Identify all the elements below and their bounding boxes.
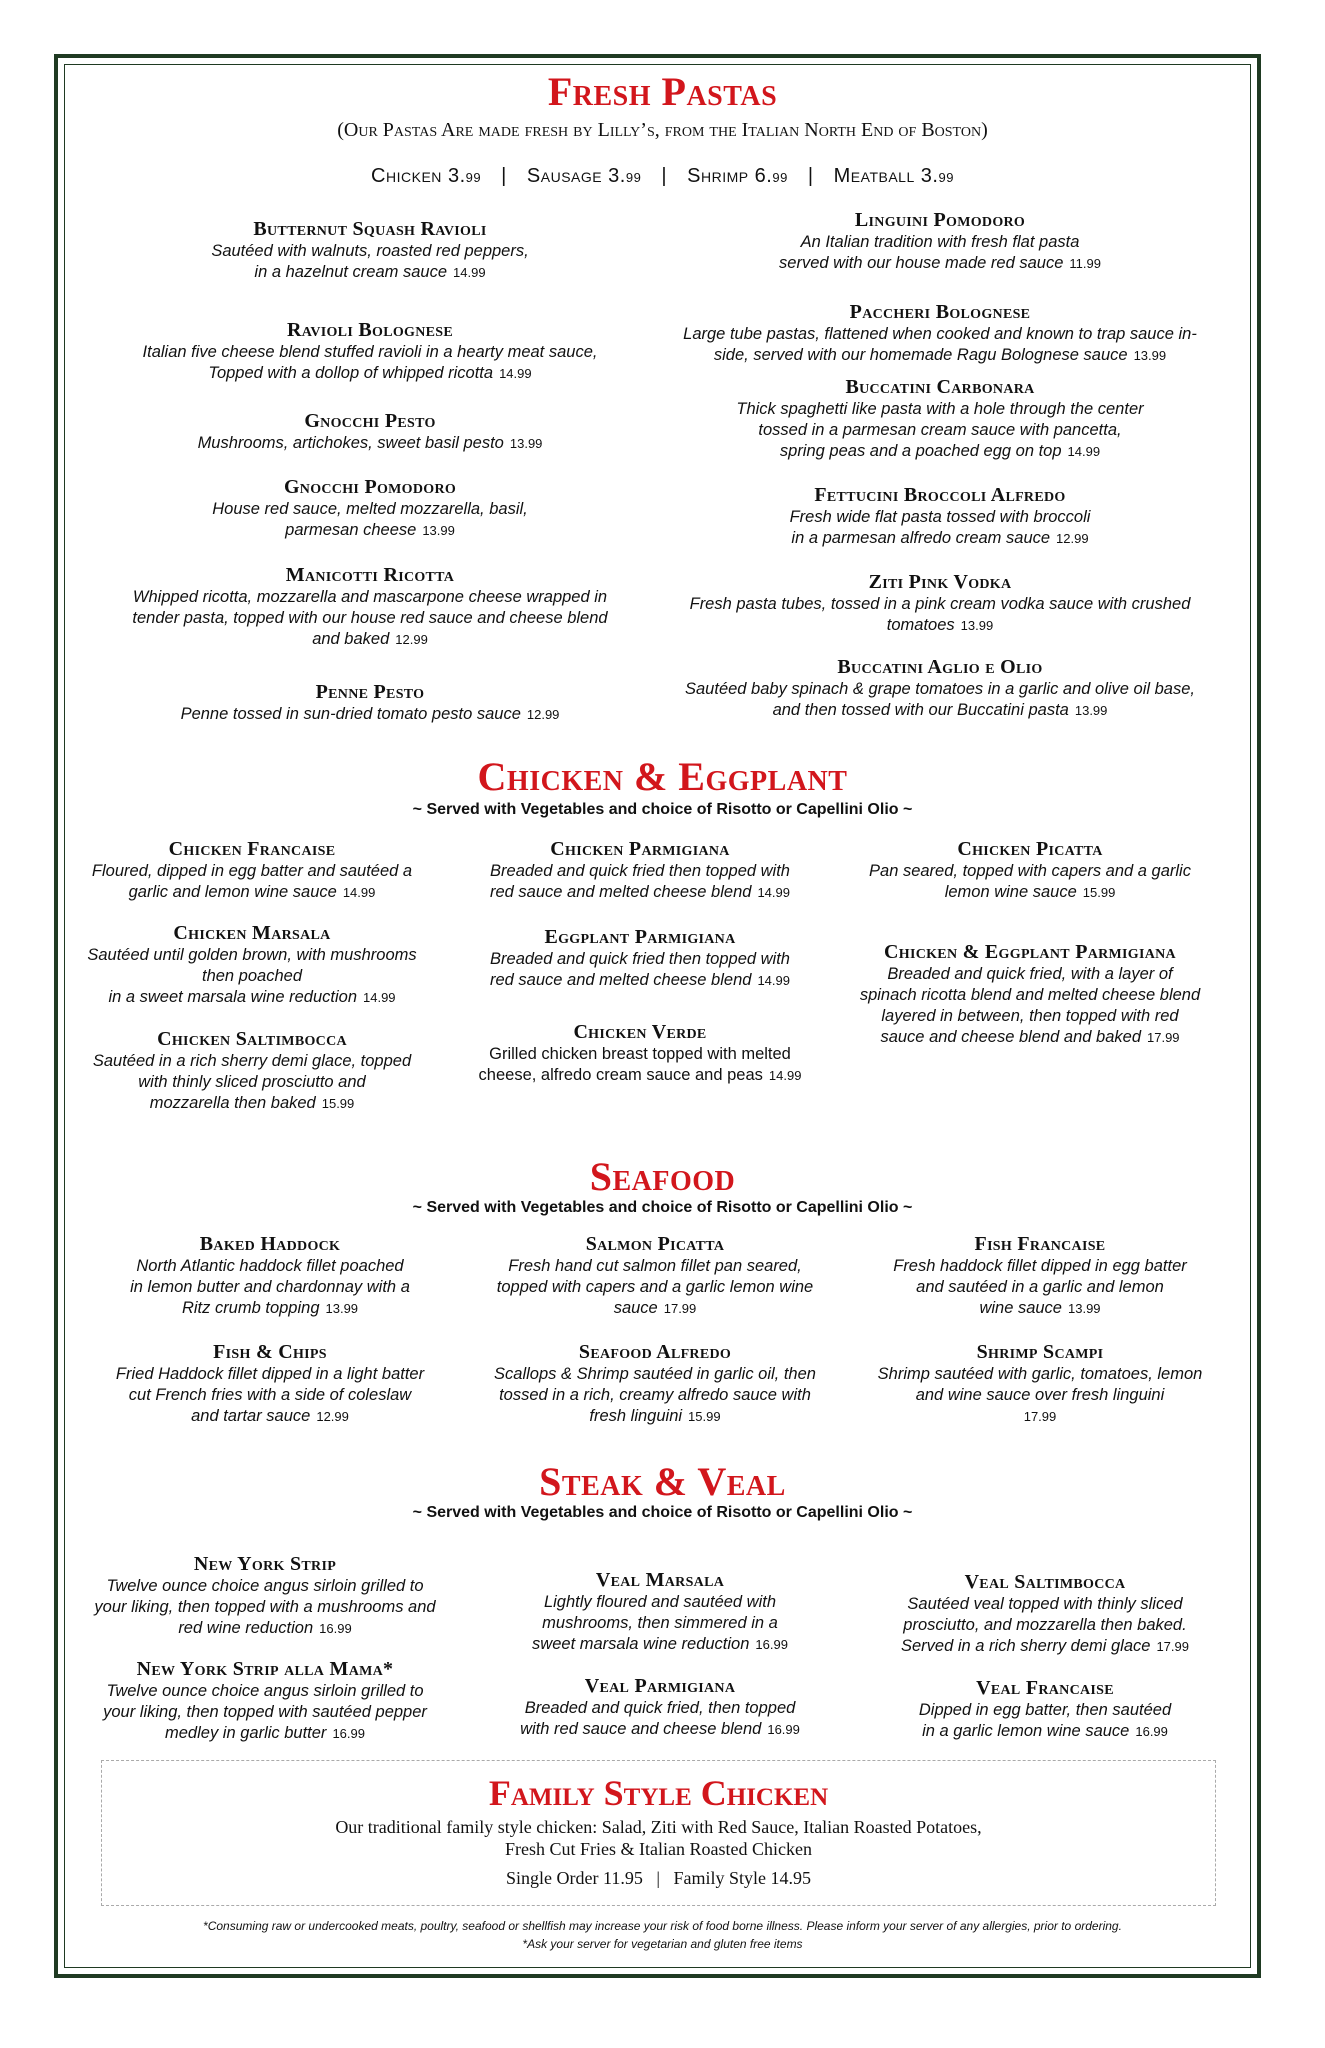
menu-item-seafood-alfredo: Seafood Alfredo Scallops & Shrimp sautéed in garlic oil, then tossed in a rich, creamy alfredo sauce with fresh linguini 15.99 [494, 1341, 816, 1425]
menu-item-chicken-marsala: Chicken Marsala Sautéed until golden brown, with mushrooms then poached in a sweet marsala wine reduction 14.99 [87, 922, 417, 1006]
menu-item-chicken-parmigiana: Chicken Parmigiana Breaded and quick fried then topped with red sauce and melted cheese blend 14.99 [490, 838, 790, 901]
menu-item-new-york-strip-mama: New York Strip alla Mama* Twelve ounce choice angus sirloin grilled to your liking, then topped with sautéed pepper medley in garlic butter 16.99 [103, 1658, 427, 1742]
menu-item-butternut-ravioli: Butternut Squash Ravioli Sautéed with walnuts, roasted red peppers, in a hazelnut cream sauce 14.99 [211, 218, 529, 281]
menu-item-veal-saltimbocca: Veal Saltimbocca Sautéed veal topped with thinly sliced prosciutto, and mozzarella then baked. Served in a rich sherry demi glace 17.99 [901, 1571, 1189, 1655]
menu-item-buccatini-carbonara: Buccatini Carbonara Thick spaghetti like pasta with a hole through the center tossed in a parmesan cream sauce with pancetta, spring peas and a poached egg on top 14.99 [736, 376, 1144, 460]
menu-item-eggplant-parmigiana: Eggplant Parmigiana Breaded and quick fried then topped with red sauce and melted cheese blend 14.99 [490, 926, 790, 989]
disclaimer-consumption: *Consuming raw or undercooked meats, poultry, seafood or shellfish may increase your risk of food borne illness. Please inform your server of any allergies, prior to ordering. [203, 1919, 1122, 1933]
pastas-note: (Our Pastas Are made fresh by Lilly’s, from the Italian North End of Boston) [337, 119, 988, 141]
menu-item-fish-chips: Fish & Chips Fried Haddock fillet dipped in a light batter cut French fries with a side of coleslaw and tartar sauce 12.99 [115, 1341, 425, 1425]
menu-item-salmon-picatta: Salmon Picatta Fresh hand cut salmon fillet pan seared, topped with capers and a garlic lemon wine sauce 17.99 [496, 1233, 814, 1317]
menu-item-penne-pesto: Penne Pesto Penne tossed in sun-dried tomato pesto sauce 12.99 [180, 681, 560, 723]
menu-item-veal-marsala: Veal Marsala Lightly floured and sautéed with mushrooms, then simmered in a sweet marsala wine reduction 16.99 [532, 1569, 788, 1653]
family-prices: Single Order 11.95 | Family Style 14.95 [506, 1868, 811, 1888]
disclaimer-vegetarian: *Ask your server for vegetarian and gluten free items [522, 1937, 803, 1951]
section-title-pastas: Fresh Pastas [547, 69, 778, 114]
menu-item-chicken-verde: Chicken Verde Grilled chicken breast topped with melted cheese, alfredo cream sauce and peas 14.99 [478, 1021, 802, 1084]
menu-item-veal-parmigiana: Veal Parmigiana Breaded and quick fried, then topped with red sauce and cheese blend 16.99 [520, 1675, 800, 1738]
addon-meatball: Meatball 3.99 [833, 165, 954, 187]
menu-item-paccheri-bolognese: Paccheri Bolognese Large tube pastas, flattened when cooked and known to trap sauce in- side, served with our homemade Ragu Bolognese sauce 13.99 [683, 301, 1197, 364]
menu-item-fettucini-alfredo: Fettucini Broccoli Alfredo Fresh wide flat pasta tossed with broccoli in a parmesan alfredo cream sauce 12.99 [789, 484, 1091, 547]
chicken-subtitle: ~ Served with Vegetables and choice of Risotto or Capellini Olio ~ [412, 801, 913, 818]
menu-item-chicken-saltimbocca: Chicken Saltimbocca Sautéed in a rich sherry demi glace, topped with thinly sliced prosciutto and mozzarella then baked 15.99 [92, 1028, 412, 1112]
steak-subtitle: ~ Served with Vegetables and choice of Risotto or Capellini Olio ~ [412, 1504, 913, 1521]
menu-item-ziti-pink-vodka: Ziti Pink Vodka Fresh pasta tubes, tossed in a pink cream vodka sauce with crushed tomatoes 13.99 [689, 571, 1191, 634]
pasta-addons: Chicken 3.99 | Sausage 3.99 | Shrimp 6.99 | Meatball 3.99 [371, 165, 954, 187]
menu-item-chicken-eggplant-parmigiana: Chicken & Eggplant Parmigiana Breaded and quick fried, with a layer of spinach ricotta blend and melted cheese blend layered in between, then topped with red sauce and cheese blend and baked 17.99 [859, 941, 1201, 1046]
menu-item-chicken-picatta: Chicken Picatta Pan seared, topped with capers and a garlic lemon wine sauce 15.99 [869, 838, 1191, 901]
menu-item-veal-francaise: Veal Francaise Dipped in egg batter, then sautéed in a garlic lemon wine sauce 16.99 [918, 1677, 1172, 1740]
section-title-family: Family Style Chicken [488, 1773, 829, 1813]
menu-item-gnocchi-pomodoro: Gnocchi Pomodoro House red sauce, melted mozzarella, basil, parmesan cheese 13.99 [212, 476, 528, 539]
menu-item-new-york-strip: New York Strip Twelve ounce choice angus sirloin grilled to your liking, then topped with a mushrooms and red wine reduction 16.99 [94, 1553, 436, 1637]
family-style-box [101, 1760, 1216, 1906]
addon-shrimp: Shrimp 6.99 [687, 165, 788, 187]
section-title-seafood: Seafood [589, 1154, 736, 1199]
seafood-subtitle: ~ Served with Vegetables and choice of Risotto or Capellini Olio ~ [412, 1199, 913, 1216]
menu-item-chicken-francaise: Chicken Francaise Floured, dipped in egg batter and sautéed a garlic and lemon wine sauce 14.99 [91, 838, 413, 901]
addon-sausage: Sausage 3.99 [526, 165, 642, 187]
menu-item-gnocchi-pesto: Gnocchi Pesto Mushrooms, artichokes, sweet basil pesto 13.99 [197, 410, 543, 452]
menu-item-ravioli-bolognese: Ravioli Bolognese Italian five cheese blend stuffed ravioli in a hearty meat sauce, Topped with a dollop of whipped ricotta 14.99 [142, 319, 598, 382]
addon-chicken: Chicken 3.99 [371, 165, 482, 187]
menu-item-linguini-pomodoro: Linguini Pomodoro An Italian tradition with fresh flat pasta served with our house made red sauce 11.99 [779, 209, 1101, 272]
family-description: Our traditional family style chicken: Salad, Ziti with Red Sauce, Italian Roasted Potatoes, Fresh Cut Fries & Italian Roasted Chicken [335, 1817, 982, 1859]
section-title-steak: Steak & Veal [539, 1459, 786, 1504]
menu-item-shrimp-scampi: Shrimp Scampi Shrimp sautéed with garlic, tomatoes, lemon and wine sauce over fresh linguini 17.99 [877, 1341, 1203, 1424]
section-title-chicken: Chicken & Eggplant [477, 754, 848, 799]
menu-item-fish-francaise: Fish Francaise Fresh haddock fillet dipped in egg batter and sautéed in a garlic and lemon wine sauce 13.99 [893, 1233, 1187, 1317]
menu-item-baked-haddock: Baked Haddock North Atlantic haddock fillet poached in lemon butter and chardonnay with a Ritz crumb topping 13.99 [130, 1233, 410, 1317]
menu-item-buccatini-aglio-olio: Buccatini Aglio e Olio Sautéed baby spinach & grape tomatoes in a garlic and olive oil base, and then tossed with our Buccatini pasta 13.99 [685, 656, 1195, 719]
menu-item-manicotti-ricotta: Manicotti Ricotta Whipped ricotta, mozzarella and mascarpone cheese wrapped in tender pasta, topped with our house red sauce and cheese blend and baked 12.99 [132, 564, 608, 648]
